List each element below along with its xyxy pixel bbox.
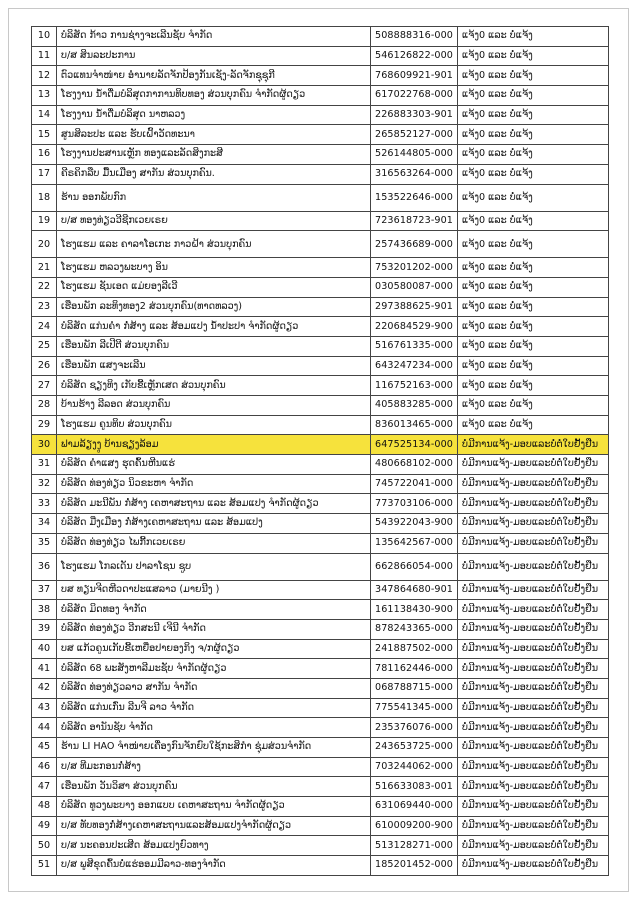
table-row (32, 619, 609, 639)
business-name-cell: ບ/ສ ນະຄອນປະເສີດ ສ້ອມແປງຍົວທາງ (57, 836, 371, 856)
status-cell: ບໍ່ມີການແຈ້ງ-ມອບແລະບໍ່ຕໍ່ໃບຢັ້ງຢືນ (458, 698, 609, 718)
row-number-cell: 32 (32, 474, 57, 494)
table-row (32, 415, 609, 435)
status-cell: ບໍ່ມີການແຈ້ງ-ມອບແລະບໍ່ຕໍ່ໃບຢັ້ງຢືນ (458, 474, 609, 494)
status-cell: ແຈ້ງ0 ແລະ ບໍ່ແຈ້ງ (458, 376, 609, 396)
table-row (32, 297, 609, 317)
business-name-cell: ຟາມລ້ຽງງູ ບ້ານຊຽງລ້ອມ (57, 435, 371, 455)
status-cell: ແຈ້ງ0 ແລະ ບໍ່ແຈ້ງ (458, 66, 609, 86)
business-name-cell: ເຮືອນພັກ ວັນວິສາ ສ່ວນບຸກຄົນ (57, 777, 371, 797)
table-row (32, 777, 609, 797)
table-row (32, 211, 609, 231)
business-name-cell: ເຮືອນພັກ ລະທິງທອງ2 ສ່ວນບຸກຄົນ(ທາດທລວງ) (57, 297, 371, 317)
row-number-cell: 18 (32, 184, 57, 211)
business-name-cell: ຕົວແທນຈຳໜ່າຍ ອຳນາຍລັດຈັກປ້ອງກັນເຊັງ-ລັດຈັກຊຸຊຸກີ (57, 66, 371, 86)
tax-id-cell: 185201452-000 (371, 856, 458, 876)
row-number-cell: 41 (32, 659, 57, 679)
table-row (32, 533, 609, 553)
business-name-cell: ໂຮງແຮມ ຄູນທິບ ສ່ວນບຸກຄົນ (57, 415, 371, 435)
table-row (32, 277, 609, 297)
row-number-cell: 22 (32, 277, 57, 297)
status-cell: ບໍ່ມີການແຈ້ງ-ມອບແລະບໍ່ຕໍ່ໃບຢັ້ງຢືນ (458, 678, 609, 698)
table-row (32, 494, 609, 514)
row-number-cell: 45 (32, 738, 57, 758)
business-name-cell: ບໍລິສັດ ທ່ອງທ່ຽວ ໄພກີ້ກເວຍເຣຍ (57, 533, 371, 553)
business-name-cell: ໂຮງແຮມ ຊັນເອດ ແມ່ຍອງລີເວີ (57, 277, 371, 297)
status-cell: ແຈ້ງ0 ແລະ ບໍ່ແຈ້ງ (458, 105, 609, 125)
status-cell: ບໍ່ມີການແຈ້ງ-ມອບແລະບໍ່ຕໍ່ໃບຢັ້ງຢືນ (458, 533, 609, 553)
business-name-cell: ບໍລິສັດ ຊຽງທິງ ເກັບຂີ້ເຫຼັກເສດ ສ່ວນບຸກຄົນ (57, 376, 371, 396)
table-row (32, 396, 609, 416)
row-number-cell: 51 (32, 856, 57, 876)
business-name-cell: ບໍລິສັດ ແກ່ນຄຳ ກໍ່ສ້າງ ແລະ ສ້ອມແປງ ນ້ຳປະປາ ຈຳກັດຜູ້ດຽວ (57, 317, 371, 337)
tax-id-cell: 662866054-000 (371, 553, 458, 580)
business-name-cell: ບໍລິສັດ ແກ່ນເກົ່ນ ລີນຈີ ລາວ ຈຳກັດ (57, 698, 371, 718)
row-number-cell: 35 (32, 533, 57, 553)
table-row (32, 27, 609, 47)
table-row (32, 600, 609, 620)
row-number-cell: 11 (32, 46, 57, 66)
row-number-cell: 44 (32, 718, 57, 738)
business-name-cell: ບ/ສ ທອງທ່ຽວວີຊີກເວຍເຣຍ (57, 211, 371, 231)
table-row (32, 435, 609, 455)
tax-id-cell: 647525134-000 (371, 435, 458, 455)
table-row (32, 376, 609, 396)
row-number-cell: 26 (32, 356, 57, 376)
business-name-cell: ບໍລິສັດ ມິດທອງ ຈຳກັດ (57, 600, 371, 620)
business-name-cell: ຮ້ານ LI HAO ຈຳໜ່າຍເຄື່ອງກົນຈັກຍົບໃຊ້ກະສິກຳ ຊຸ່ມສ່ວນຈຳກັດ (57, 738, 371, 758)
table-row (32, 659, 609, 679)
business-name-cell: ຮ້ານ ອອກພັບກົກ (57, 184, 371, 211)
status-cell: ແຈ້ງ0 ແລະ ບໍ່ແຈ້ງ (458, 396, 609, 416)
tax-id-cell: 243653725-000 (371, 738, 458, 758)
business-name-cell: ໂຮງແຮມ ຫລວງພະບາງ ອິນ (57, 258, 371, 278)
tax-id-cell: 316563264-000 (371, 164, 458, 184)
row-number-cell: 31 (32, 455, 57, 475)
row-number-cell: 10 (32, 27, 57, 47)
row-number-cell: 21 (32, 258, 57, 278)
table-row (32, 678, 609, 698)
table-row (32, 86, 609, 106)
tax-id-cell: 226883303-901 (371, 105, 458, 125)
status-cell: ບໍ່ມີການແຈ້ງ-ມອບແລະບໍ່ຕໍ່ໃບຢັ້ງຢືນ (458, 494, 609, 514)
row-number-cell: 15 (32, 125, 57, 145)
business-name-cell: ບໍລິສັດ ທ່ອງທ່ຽວ ວີກສະນີ ເຈີນີ ຈຳກັດ (57, 619, 371, 639)
tax-id-cell: 347864680-901 (371, 580, 458, 600)
table-row (32, 145, 609, 165)
table-row (32, 46, 609, 66)
row-number-cell: 23 (32, 297, 57, 317)
table-row (32, 836, 609, 856)
business-name-cell: ບໍລິສັດ 68 ພະສັງຫາລີມະຊັບ ຈຳກັດຜູ້ດຽວ (57, 659, 371, 679)
business-name-cell: ບໍລິສັດ ກ້າວ ການຊ່າງຈະເລີນຊັບ ຈຳກັດ (57, 27, 371, 47)
business-list-table (31, 26, 609, 876)
tax-id-cell: 836013465-000 (371, 415, 458, 435)
tax-id-cell: 135642567-000 (371, 533, 458, 553)
status-cell: ບໍ່ມີການແຈ້ງ-ມອບແລະບໍ່ຕໍ່ໃບຢັ້ງຢືນ (458, 600, 609, 620)
table-row (32, 66, 609, 86)
table-row (32, 580, 609, 600)
row-number-cell: 39 (32, 619, 57, 639)
tax-id-cell: 723618723-901 (371, 211, 458, 231)
table-row (32, 738, 609, 758)
business-name-cell: ເຮືອນພັກ ລີເປີຕີ ສ່ວນບຸກຄົນ (57, 336, 371, 356)
row-number-cell: 24 (32, 317, 57, 337)
row-number-cell: 50 (32, 836, 57, 856)
tax-id-cell: 116752163-000 (371, 376, 458, 396)
business-name-cell: ບໍລິສັດ ຄຳແສງ ຮຸດຄົ້ນຫີນແຮ່ (57, 455, 371, 475)
row-number-cell: 37 (32, 580, 57, 600)
table-row (32, 336, 609, 356)
tax-id-cell: 068788715-000 (371, 678, 458, 698)
row-number-cell: 42 (32, 678, 57, 698)
row-number-cell: 49 (32, 816, 57, 836)
table-row (32, 856, 609, 876)
status-cell: ບໍ່ມີການແຈ້ງ-ມອບແລະບໍ່ຕໍ່ໃບຢັ້ງຢືນ (458, 639, 609, 659)
status-cell: ແຈ້ງ0 ແລະ ບໍ່ແຈ້ງ (458, 356, 609, 376)
status-cell: ບໍ່ມີການແຈ້ງ-ມອບແລະບໍ່ຕໍ່ໃບຢັ້ງຢືນ (458, 580, 609, 600)
table-body (32, 27, 609, 876)
table-row (32, 356, 609, 376)
row-number-cell: 36 (32, 553, 57, 580)
tax-id-cell: 526144805-000 (371, 145, 458, 165)
business-name-cell: ບໍລິສັດ ທ່ອງທ່ຽວ ນິວຂະຫາ ຈຳກັດ (57, 474, 371, 494)
row-number-cell: 19 (32, 211, 57, 231)
row-number-cell: 29 (32, 415, 57, 435)
tax-id-cell: 610009200-900 (371, 816, 458, 836)
tax-id-cell: 745722041-000 (371, 474, 458, 494)
tax-id-cell: 241887502-000 (371, 639, 458, 659)
table-row (32, 105, 609, 125)
tax-id-cell: 405883285-000 (371, 396, 458, 416)
status-cell: ບໍ່ມີການແຈ້ງ-ມອບແລະບໍ່ຕໍ່ໃບຢັ້ງຢືນ (458, 553, 609, 580)
status-cell: ແຈ້ງ0 ແລະ ບໍ່ແຈ້ງ (458, 336, 609, 356)
tax-id-cell: 220684529-900 (371, 317, 458, 337)
tax-id-cell: 513128271-000 (371, 836, 458, 856)
business-name-cell: ບໍລິສັດ ອານັນຊັບ ຈຳກັດ (57, 718, 371, 738)
status-cell: ບໍ່ມີການແຈ້ງ-ມອບແລະບໍ່ຕໍ່ໃບຢັ້ງຢືນ (458, 455, 609, 475)
tax-id-cell: 508888316-000 (371, 27, 458, 47)
row-number-cell: 40 (32, 639, 57, 659)
tax-id-cell: 617022768-000 (371, 86, 458, 106)
table-row (32, 125, 609, 145)
status-cell: ບໍ່ມີການແຈ້ງ-ມອບແລະບໍ່ຕໍ່ໃບຢັ້ງຢືນ (458, 659, 609, 679)
status-cell: ບໍ່ມີການແຈ້ງ-ມອບແລະບໍ່ຕໍ່ໃບຢັ້ງຢືນ (458, 435, 609, 455)
table-row (32, 553, 609, 580)
row-number-cell: 46 (32, 757, 57, 777)
tax-id-cell: 480668102-000 (371, 455, 458, 475)
row-number-cell: 43 (32, 698, 57, 718)
status-cell: ບໍ່ມີການແຈ້ງ-ມອບແລະບໍ່ຕໍ່ໃບຢັ້ງຢືນ (458, 757, 609, 777)
business-name-cell: ບສ ແກ້ວຄູນເກັບຂີ້ເຫຍື່ອປາຍອງກິງ ຈ/ກຜູ້ດຽວ (57, 639, 371, 659)
status-cell: ແຈ້ງ0 ແລະ ບໍ່ແຈ້ງ (458, 125, 609, 145)
table-row (32, 474, 609, 494)
tax-id-cell: 703244062-000 (371, 757, 458, 777)
business-name-cell: ບໍລິສັດ ມີ່ງເມືອງ ກໍ່ສ້າງເຄຫາສະຖານ ແລະ ສ້ອມແປງ (57, 514, 371, 534)
tax-id-cell: 153522646-000 (371, 184, 458, 211)
row-number-cell: 27 (32, 376, 57, 396)
status-cell: ບໍ່ມີການແຈ້ງ-ມອບແລະບໍ່ຕໍ່ໃບຢັ້ງຢືນ (458, 777, 609, 797)
tax-id-cell: 768609921-901 (371, 66, 458, 86)
status-cell: ແຈ້ງ0 ແລະ ບໍ່ແຈ້ງ (458, 231, 609, 258)
table-row (32, 184, 609, 211)
status-cell: ບໍ່ມີການແຈ້ງ-ມອບແລະບໍ່ຕໍ່ໃບຢັ້ງຢືນ (458, 738, 609, 758)
status-cell: ບໍ່ມີການແຈ້ງ-ມອບແລະບໍ່ຕໍ່ໃບຢັ້ງຢືນ (458, 718, 609, 738)
business-name-cell: ສູນສິລະປະ ແລະ ຮັບເຝົ້າວັດທະນາ (57, 125, 371, 145)
status-cell: ບໍ່ມີການແຈ້ງ-ມອບແລະບໍ່ຕໍ່ໃບຢັ້ງຢືນ (458, 816, 609, 836)
tax-id-cell: 773703106-000 (371, 494, 458, 514)
row-number-cell: 17 (32, 164, 57, 184)
business-name-cell: ບ/ສ ພູສີຂຸດຄົ້ນບໍ່ແຮ່ອອມມີລາວ-ທອງຈຳກັດ (57, 856, 371, 876)
status-cell: ແຈ້ງ0 ແລະ ບໍ່ແຈ້ງ (458, 317, 609, 337)
business-name-cell: ບ/ສ ທັບທອງກໍ່ສ້າງເຄຫາສະຖານແລະສ້ອມແປງຈຳກັດຜູ້ດຽວ (57, 816, 371, 836)
tax-id-cell: 235376076-000 (371, 718, 458, 738)
table-row (32, 164, 609, 184)
row-number-cell: 47 (32, 777, 57, 797)
business-name-cell: ເຮືອນພັກ ແສງຈະເລີນ (57, 356, 371, 376)
row-number-cell: 48 (32, 797, 57, 817)
business-name-cell: ບໍລິສັດ ທ່ອງທ່ຽວລາວ ສາກັນ ຈຳກັດ (57, 678, 371, 698)
status-cell: ບໍ່ມີການແຈ້ງ-ມອບແລະບໍ່ຕໍ່ໃບຢັ້ງຢືນ (458, 856, 609, 876)
row-number-cell: 34 (32, 514, 57, 534)
status-cell: ແຈ້ງ0 ແລະ ບໍ່ແຈ້ງ (458, 27, 609, 47)
table-row (32, 514, 609, 534)
tax-id-cell: 161138430-900 (371, 600, 458, 620)
row-number-cell: 38 (32, 600, 57, 620)
row-number-cell: 30 (32, 435, 57, 455)
status-cell: ແຈ້ງ0 ແລະ ບໍ່ແຈ້ງ (458, 184, 609, 211)
business-name-cell: ບໍລິສັດ ມະນີພັນ ກໍ່ສ້າງ ເຄຫາສະຖານ ແລະ ສ້ອມແປງ ຈຳກັດຜູ້ດຽວ (57, 494, 371, 514)
row-number-cell: 16 (32, 145, 57, 165)
status-cell: ແຈ້ງ0 ແລະ ບໍ່ແຈ້ງ (458, 415, 609, 435)
business-name-cell: ບ້ານຮ້າງ ລີລອດ ສ່ວນບຸກຄົນ (57, 396, 371, 416)
tax-id-cell: 643247234-000 (371, 356, 458, 376)
business-name-cell: ຄີຣຄິກລືບ ມື້ນເມືອງ ສາກັນ ສ່ວນບຸກຄົນ. (57, 164, 371, 184)
status-cell: ບໍ່ມີການແຈ້ງ-ມອບແລະບໍ່ຕໍ່ໃບຢັ້ງຢືນ (458, 514, 609, 534)
table-row (32, 455, 609, 475)
tax-id-cell: 297388625-901 (371, 297, 458, 317)
tax-id-cell: 878243365-000 (371, 619, 458, 639)
table-row (32, 698, 609, 718)
table-row (32, 816, 609, 836)
tax-id-cell: 030580087-000 (371, 277, 458, 297)
table-row (32, 317, 609, 337)
business-name-cell: ບ/ສ ສິນລະປະການ (57, 46, 371, 66)
business-name-cell: ໂຮງງານປະສານເຫຼັກ ທອງແລະລັດສິງກະສີ (57, 145, 371, 165)
tax-id-cell: 257436689-000 (371, 231, 458, 258)
status-cell: ແຈ້ງ0 ແລະ ບໍ່ແຈ້ງ (458, 86, 609, 106)
table-row (32, 639, 609, 659)
table-row (32, 718, 609, 738)
status-cell: ບໍ່ມີການແຈ້ງ-ມອບແລະບໍ່ຕໍ່ໃບຢັ້ງຢືນ (458, 797, 609, 817)
row-number-cell: 12 (32, 66, 57, 86)
status-cell: ແຈ້ງ0 ແລະ ບໍ່ແຈ້ງ (458, 164, 609, 184)
tax-id-cell: 631069440-000 (371, 797, 458, 817)
table-row (32, 231, 609, 258)
business-name-cell: ບສ ທຽນຈີດຫີວດາປະແສລາວ (ມາຍນີງ ) (57, 580, 371, 600)
status-cell: ແຈ້ງ0 ແລະ ບໍ່ແຈ້ງ (458, 277, 609, 297)
status-cell: ແຈ້ງ0 ແລະ ບໍ່ແຈ້ງ (458, 145, 609, 165)
status-cell: ແຈ້ງ0 ແລະ ບໍ່ແຈ້ງ (458, 46, 609, 66)
table-row (32, 258, 609, 278)
business-name-cell: ໂຮງງານ ນ້ຳດື່ມບໍລິສຸດ ນາຫລວງ (57, 105, 371, 125)
row-number-cell: 28 (32, 396, 57, 416)
row-number-cell: 20 (32, 231, 57, 258)
status-cell: ແຈ້ງ0 ແລະ ບໍ່ແຈ້ງ (458, 258, 609, 278)
business-name-cell: ບ/ສ ທີມະກອນກໍ່ສ້າງ (57, 757, 371, 777)
business-name-cell: ໂຮງແຮມ ໂກລເດັນ ປາລາໂຊນ ຊູບ (57, 553, 371, 580)
tax-id-cell: 516633083-001 (371, 777, 458, 797)
status-cell: ແຈ້ງ0 ແລະ ບໍ່ແຈ້ງ (458, 211, 609, 231)
tax-id-cell: 516761335-000 (371, 336, 458, 356)
row-number-cell: 13 (32, 86, 57, 106)
business-name-cell: ບໍລິສັດ ທູວງພະບາງ ອອກແບບ ເຄຫາສະຖານ ຈຳກັດຜູ້ດຽວ (57, 797, 371, 817)
row-number-cell: 25 (32, 336, 57, 356)
tax-id-cell: 775541345-000 (371, 698, 458, 718)
tax-id-cell: 546126822-000 (371, 46, 458, 66)
tax-id-cell: 753201202-000 (371, 258, 458, 278)
row-number-cell: 33 (32, 494, 57, 514)
tax-id-cell: 781162446-000 (371, 659, 458, 679)
status-cell: ບໍ່ມີການແຈ້ງ-ມອບແລະບໍ່ຕໍ່ໃບຢັ້ງຢືນ (458, 836, 609, 856)
tax-id-cell: 265852127-000 (371, 125, 458, 145)
row-number-cell: 14 (32, 105, 57, 125)
table-row (32, 797, 609, 817)
business-name-cell: ໂຮງງານ ນ້ຳດື່ມບໍລິສຸດກາການທິບທອງ ສ່ວນບຸກຄົນ ຈຳກັດຜູ້ດຽວ (57, 86, 371, 106)
status-cell: ແຈ້ງ0 ແລະ ບໍ່ແຈ້ງ (458, 297, 609, 317)
business-name-cell: ໂຮງແຮມ ແລະ ຄາລາໂອເກະ ກາວຝ້າ ສ່ວນບຸກຄົນ (57, 231, 371, 258)
tax-id-cell: 543922043-900 (371, 514, 458, 534)
status-cell: ບໍ່ມີການແຈ້ງ-ມອບແລະບໍ່ຕໍ່ໃບຢັ້ງຢືນ (458, 619, 609, 639)
table-row (32, 757, 609, 777)
